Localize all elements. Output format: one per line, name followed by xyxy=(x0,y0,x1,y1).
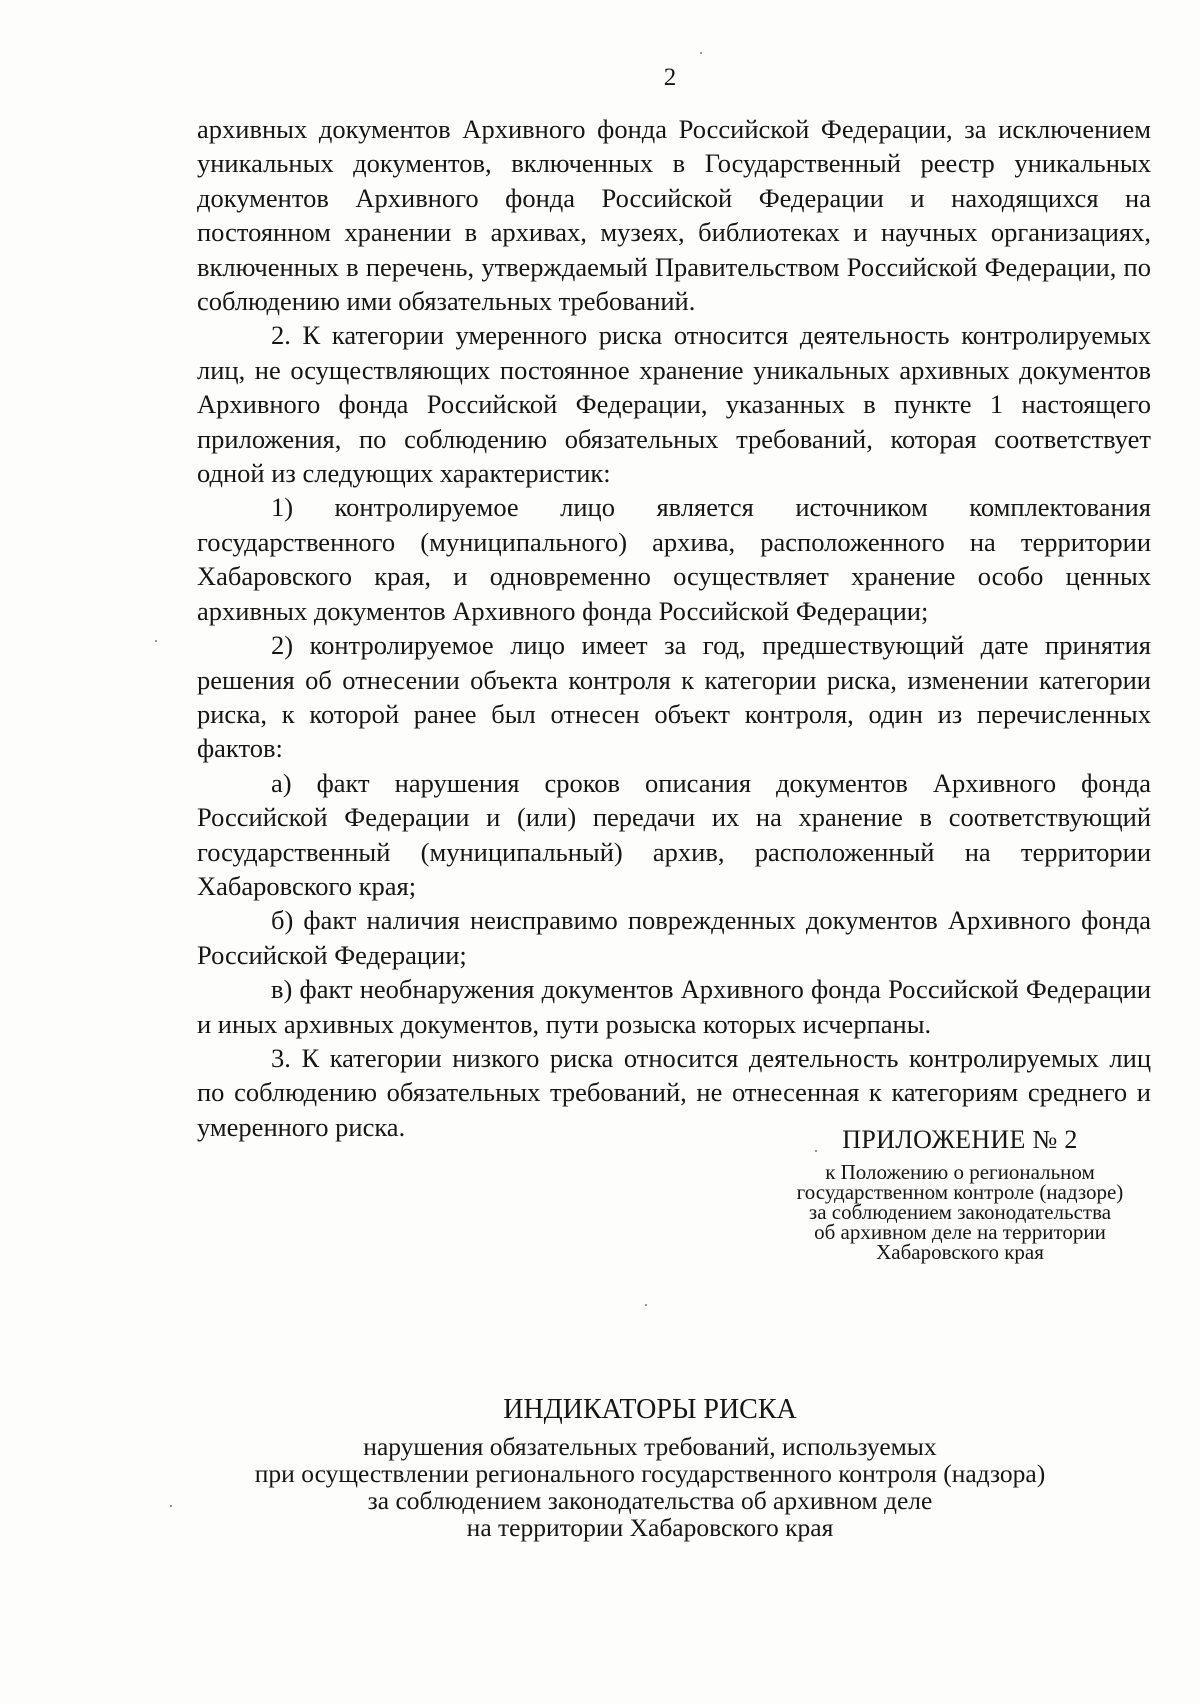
appendix-title: ПРИЛОЖЕНИЕ № 2 xyxy=(842,1125,1078,1154)
scan-speck xyxy=(155,640,157,642)
appendix-line: об архивном деле на территории xyxy=(814,1220,1106,1244)
appendix-block xyxy=(755,1124,1165,1262)
appendix-line: за соблюдением законодательства xyxy=(808,1200,1112,1224)
indicators-heading xyxy=(180,1393,1120,1541)
paragraph-3: 1) контролируемое лицо является источником комплектования государственного (муниципального) архива, расположенного на территории Хабаровского края, и одновременно осуществляет хранение особо ценных архивных документов Архивного фонда Российской Федерации; xyxy=(197,492,1151,626)
scan-speck xyxy=(700,52,702,54)
indicators-subtitle xyxy=(180,1433,1120,1541)
paragraph-5: а) факт нарушения сроков описания документов Архивного фонда Российской Федерации и (или) передачи их на хранение в соответствующий государственный (муниципальный) архив, расположенный на территории Хабаровского края; xyxy=(197,767,1151,901)
appendix-line: государственном контроле (надзоре) xyxy=(796,1180,1124,1204)
paragraph-4: 2) контролируемое лицо имеет за год, предшествующий дате принятия решения об отнесении объекта контроля к категории риска, изменении категории риска, к которой ранее был отнесен объект контроля, один из перечисленных фактов: xyxy=(197,630,1151,764)
scan-speck xyxy=(645,1304,647,1306)
paragraph-8: 3. К категории низкого риска относится деятельность контролируемых лиц по соблюдению обязательных требований, не отнесенная к категориям среднего и умеренного риска. xyxy=(197,1042,1151,1142)
page-number: 2 xyxy=(663,64,677,91)
paragraph-1: архивных документов Архивного фонда Российской Федерации, за исключением уникальных документов, включенных в Государственный реестр уникальных документов Архивного фонда Российской Федерации и находящихся на постоянном хранении в архивах, музеях, библиотеках и научных организациях, включенных в перечень, утверждаемый Правительством Российской Федерации, по соблюдению ими обязательных требований. xyxy=(197,114,1151,317)
scan-speck xyxy=(815,1150,817,1152)
appendix-subtitle xyxy=(755,1162,1165,1262)
appendix-line: к Положению о региональном xyxy=(825,1160,1095,1184)
indicators-line: на территории Хабаровского края xyxy=(466,1513,834,1542)
paragraph-7: в) факт необнаружения документов Архивного фонда Российской Федерации и иных архивных документов, пути розыска которых исчерпаны. xyxy=(197,974,1151,1039)
indicators-line: нарушения обязательных требований, используемых xyxy=(363,1432,937,1461)
appendix-line: Хабаровского края xyxy=(876,1240,1044,1264)
indicators-title: ИНДИКАТОРЫ РИСКА xyxy=(503,1394,797,1425)
scan-speck xyxy=(170,1505,172,1507)
paragraph-6: б) факт наличия неисправимо поврежденных документов Архивного фонда Российской Федерации; xyxy=(197,905,1151,970)
indicators-line: за соблюдением законодательства об архивном деле xyxy=(367,1486,933,1515)
paragraph-2: 2. К категории умеренного риска относится деятельность контролируемых лиц, не осуществляющих постоянное хранение уникальных архивных документов Архивного фонда Российской Федерации, указанных в пункте 1 настоящего приложения, по соблюдению обязательных требований, которая соответствует одной из следующих характеристик: xyxy=(197,320,1151,489)
body-text xyxy=(197,112,1151,1144)
indicators-line: при осуществлении регионального государственного контроля (надзора) xyxy=(254,1459,1046,1488)
